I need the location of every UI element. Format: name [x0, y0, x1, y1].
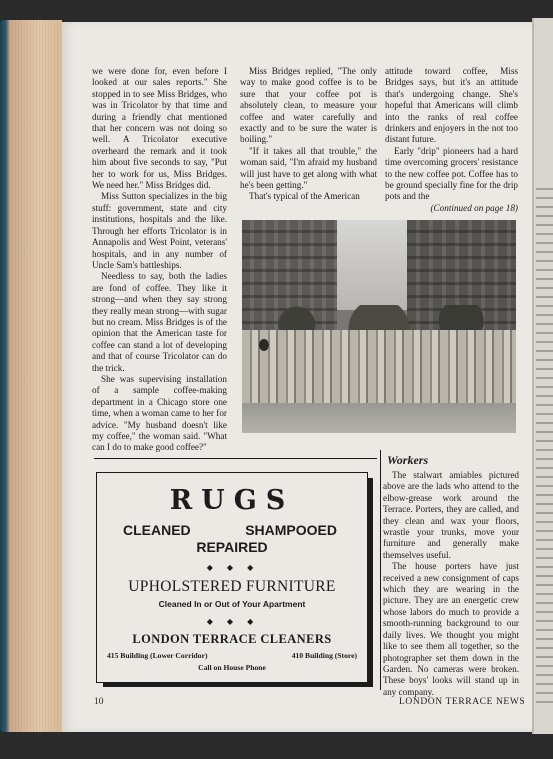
adjacent-page-edge [532, 18, 553, 734]
ad-call: Call on House Phone [198, 663, 266, 672]
ad-address-left: 415 Building (Lower Corridor) [107, 651, 208, 660]
paragraph: Miss Sutton specializes in the big stuff: government, state and city institutions, hospitals and the like. Through her efforts Tricolator is in Annapolis and West Point, veterans' hospitals, and in any number of Uncle Sam's battleships. [92, 191, 227, 270]
ad-title: RUGS [169, 485, 295, 516]
page-number: 10 [94, 697, 104, 707]
article-column-2 [240, 66, 377, 203]
ad-cleaned-in: Cleaned In or Out of Your Apartment [158, 599, 306, 609]
paragraph: Needless to say, both the ladies are fond of coffee. They like it strong—and when they say strong they really mean strong—with sugar but no cream. Miss Bridges is of the opinion that the American taste for coffee can stand a lot of developing and that of course Tricolator can do the trick. [92, 271, 227, 373]
paragraph: That's typical of the American [249, 191, 360, 202]
paragraph: She was supervising installation of a sample coffee-making department in a Chicago store one time, when a woman came to her for advice. "My husband doesn't like my coffee," the woman said. "What can I do to make good coffee?" [92, 373, 227, 453]
ad-shampooed: SHAMPOOED [245, 522, 337, 538]
paragraph: The house porters have just received a new consignment of caps which they are wearing in the picture. They are an energetic crew whose labors do much to provide a smooth-running background to our daily lives. We thought you might like to see them all together, so the photographer set them down in the Garden. No cameras were broken. These boys' looks will stand up in any company. [383, 561, 519, 697]
continued-note: (Continued on page 18) [430, 202, 518, 213]
rug-cleaning-advertisement [96, 472, 368, 683]
article-column-1 [92, 66, 227, 454]
ad-company: LONDON TERRACE CLEANERS [132, 632, 332, 646]
workers-column [383, 470, 519, 698]
paragraph: The stalwart amiables pictured above are the lads who attend to the elbow-grease work around the Terrace. Porters, they are called, and they clean and wax your floors, wrastle your trunks, move your furniture and generally make themselves useful. [383, 470, 519, 560]
paragraph: Early "drip" pioneers had a hard time overcoming grocers' resistance to the new coffee pot. Coffee has to be ground specially fine for the drip pots and the [385, 145, 518, 202]
diamond-ornament: ◆◆◆ [206, 563, 268, 572]
article-column-3 [385, 66, 518, 214]
ad-address-right: 410 Building (Store) [291, 651, 357, 660]
porters-group-photo [242, 220, 516, 433]
bound-volume-edge [0, 20, 62, 732]
paragraph: attitude toward coffee, Miss Bridges says, but it's an attitude that's undergoing change. She's hopeful that Americans will climb into the ranks of real coffee drinkers and enjoyers in the not too distant future. [385, 66, 518, 145]
publication-name: LONDON TERRACE NEWS [399, 697, 526, 707]
section-divider [94, 458, 377, 459]
paragraph: "If it takes all that trouble," the woman said, "I'm afraid my husband will just have to get along with what he's been getting." [240, 145, 377, 191]
workers-heading: Workers [387, 453, 429, 467]
diamond-ornament: ◆◆◆ [206, 617, 268, 626]
column-divider [380, 450, 381, 690]
ad-upholstered: UPHOLSTERED FURNITURE [128, 578, 336, 595]
paragraph: Miss Bridges replied, "The only way to make good coffee is to be sure that your coffee pot is absolutely clean, to measure your coffee and water carefully and exactly and to be sure the water is boiling." [240, 66, 377, 145]
ad-repaired: REPAIRED [196, 539, 268, 555]
paragraph: we were done for, even before I looked at our sales reports." She stopped in to see Miss Bridges, who was in Tricolator by that time and during a friendly chat mentioned that her concern was not doing so well. A Tricolator executive overheard the remark and it took him about five seconds to say, "Put her to work for us, Miss Bridges. We need her." Miss Bridges did. [92, 66, 227, 191]
ad-cleaned: CLEANED [123, 522, 191, 538]
